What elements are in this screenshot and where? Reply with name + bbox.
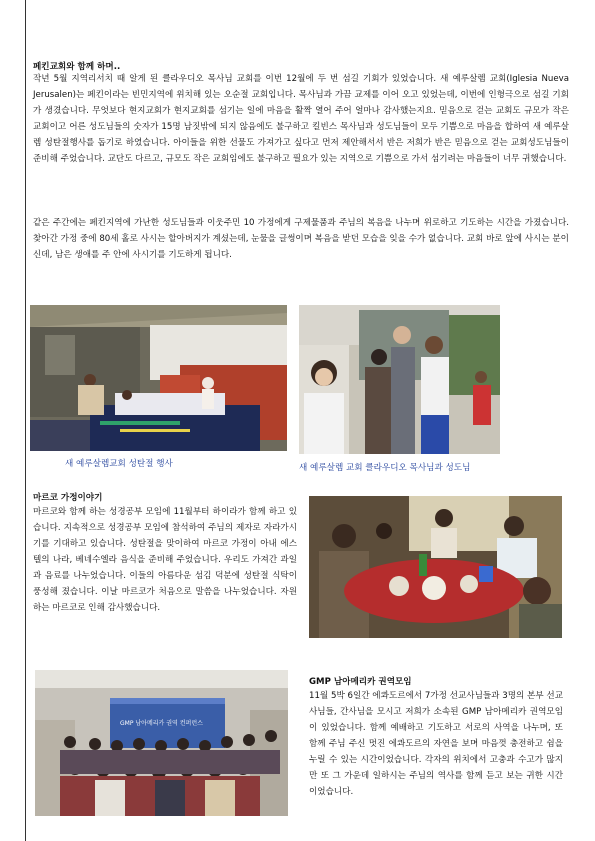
church-christmas-event-photo [30, 305, 287, 451]
gmp-group-photo [35, 670, 288, 816]
left-margin-rule [25, 0, 26, 841]
caption-christmas-event: 새 예루살렘교회 성탄절 행사 [65, 459, 173, 469]
pekin-paragraph-2: 같은 주간에는 페킨지역에 가난한 성도님들과 이웃주민 10 가정에게 구제물품과 주님의 복음을 나누며 위로하고 기도하는 시간을 가졌습니다. 찾아간 가정 중에 80세 홀로 사시는 할아버지가 계셨는데, 눈물을 글썽이며 복음을 받던 모습을 잊을 수가 없습니다. 교회 바로 앞에 사시는 분이신데, 남은 생애를 주 안에 사시기를 기도하게 됩니다. [33, 218, 569, 260]
pastor-with-members-photo [299, 305, 500, 454]
pekin-paragraph-1: 작년 5월 지역리서치 때 알게 된 클라우디오 목사님 교회를 이번 12월에 두 번 섬길 기회가 있었습니다. 새 예루살렘 교회(Iglesia Nueva Jerusalen)는 페킨이라는 빈민지역에 위치해 있는 오순절 교회입니다. 목사님과 가끔 교제를 이어 오고 있었는데, 이번에 인형극으로 섬길 기회가 생겼습니다. 무엇보다 현지교회가 현지교회를 섬기는 일에 마음을 활짝 열어 주어 얼마나 감사했는지요. 믿음으로 걷는 교회도 규모가 작은 교회이고 어른 성도님들의 숫자가 15명 남짓밖에 되지 않음에도 불구하고 킬빈스 목사님과 성도님들이 모두 기쁨으로 마음을 합하여 새 예루살렘 성탄절행사를 돕기로 하였습니다. 아이들을 위한 선물도 가져가고 싶다고 먼저 제안해서서 반은 저희가 반은 믿음으로 걷는 교회성도님들이 준비해 주었습니다. 교단도 다르고, 규모도 작은 교회임에도 불구하고 필요가 있는 지역으로 기쁨으로 가서 섬기려는 마음들이 너무 귀했습니다. [33, 74, 569, 164]
section-title-marco: 마르코 가정이야기 [33, 493, 103, 503]
section-title-gmp: GMP 남아메리카 권역모임 [309, 677, 412, 687]
section-title-pekin: 페킨교회와 함께 하며.. [33, 62, 121, 72]
gmp-banner-text: GMP 남아메리카 권역 컨퍼런스 [120, 720, 203, 727]
marco-paragraph: 마르코와 함께 하는 성경공부 모임에 11월부터 하이라가 함께 하고 있습니다. 지속적으로 성경공부 모임에 참석하여 주님의 제자로 자라가시기를 기대하고 있습니다. 성탄절을 맞이하여 마르코 가정이 아내 에스텔의 나라, 베네수엘라 음식을 준비해 주었습니다. 우리도 가져간 과일과 음료를 나누었습니다. 이들의 아름다운 섬김 덕분에 성탄절 식탁이 풍성해 졌습니다. 이날 마르코가 처음으로 말씀을 나누었습니다. 자원하는 마르코로 인해 감사했습니다. [33, 507, 297, 613]
gmp-paragraph: 11월 5박 6일간 에콰도르에서 7가정 선교사님들과 3명의 본부 선교사님들, 간사님을 모시고 저희가 소속된 GMP 남아메리카 권역모임이 있었습니다. 함께 예배하고 기도하고 서로의 사역을 나누며, 또 함께 주님 주신 멋진 에콰도르의 자연을 보며 마음껏 충전하고 쉼을 누릴 수 있는 시간이었습니다. 각자의 위치에서 고충과 수고가 많지만 또 그 가운데 일하시는 주님의 역사를 함께 듣고 보는 귀한 시간이었습니다. [309, 691, 563, 797]
marco-family-dinner-photo [309, 496, 562, 638]
caption-pastor-members: 새 예루살렘 교회 클라우디오 목사님과 성도님 [299, 463, 471, 473]
